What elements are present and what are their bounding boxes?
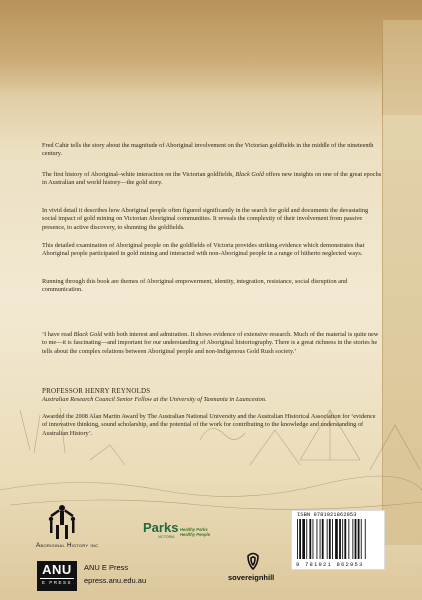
decorative-panel [382, 20, 422, 115]
isbn-label: ISBN 9781921862953 [297, 511, 357, 518]
press-url: epress.anu.edu.au [84, 576, 147, 585]
blurb-paragraph-3: In vivid detail it describes how Aboriginal people often figured significantly in the search for gold and documents the devastating social impact of gold mining on Victorian Aboriginal communities. It reveals the complexity of their involvement from passive presence, to active discovery, to shunning the goldfields. [42, 207, 369, 231]
barcode-bars [297, 519, 377, 559]
blurb-paragraph-5: Running through this book are themes of Aboriginal empowerment, identity, integration, resistance, social disruption and communication. [42, 278, 348, 294]
anu-logo-text: ANU [42, 562, 72, 577]
parks-tagline-line-2: Healthy People [180, 532, 211, 537]
reviewer-name: PROFESSOR HENRY REYNOLDS [42, 387, 151, 395]
review-quote: ‘I have read Black Gold with both interest and admiration. It shows evidence of extensive research. Much of the material is quite new to me—it is fascinating—and important for our understanding of Aboriginal historiography. There is a great richness in the stories he tells about the complex relations between Aboriginal people and non-Indigenous Gold Rush society.’ [42, 331, 379, 355]
blurb-paragraph-4: This detailed examination of Aboriginal people on the goldfields of Victoria provides striking evidence which demonstrates that Aboriginal people participated in gold mining and interacted with non-Aboriginal people in a range of hitherto neglected ways. [42, 242, 365, 258]
anu-logo [37, 561, 77, 591]
parks-victoria-sub: VICTORIA [158, 535, 175, 539]
award-statement: Awarded the 2008 Alan Martin Award by The Australian National University and the Australian Historical Association for ‘evidence of innovative thinking, sound scholarship, and the potential of the work for contributing to the knowledge and understanding of Australian History’. [42, 413, 376, 437]
parks-victoria-logo: Parks [143, 520, 179, 535]
isbn-digits: 9 781921 862953 [296, 561, 364, 568]
goldfields-sketch [0, 290, 422, 530]
sovereign-hill-icon [244, 550, 262, 572]
blurb-paragraph-2: The first history of Aboriginal–white interaction on the Victorian goldfields, Black Gold offers new insights on one of the great epochs in Australian and world history—the gold story. [42, 171, 382, 187]
parks-tagline [180, 527, 210, 537]
sovereign-hill-label: sovereignhill [228, 573, 275, 582]
aboriginal-history-label: Aboriginal History inc [36, 542, 99, 549]
quote-book-title: Black Gold [73, 331, 103, 338]
reviewer-affiliation: Australian Research Council Senior Fellow at the University of Tasmania in Launceston. [42, 396, 267, 403]
book-title: Black Gold [235, 171, 264, 178]
anu-logo-subtext: E PRESS [41, 580, 72, 585]
press-name: ANU E Press [84, 563, 129, 572]
top-band [0, 0, 422, 95]
aboriginal-history-figures-icon [46, 503, 78, 540]
blurb-paragraph-1: Fred Cahir tells the story about the magnitude of Aboriginal involvement on the Victorian goldfields in the middle of the nineteenth century. [42, 142, 374, 158]
parks-tagline-line-1: Healthy Parks [180, 527, 208, 532]
